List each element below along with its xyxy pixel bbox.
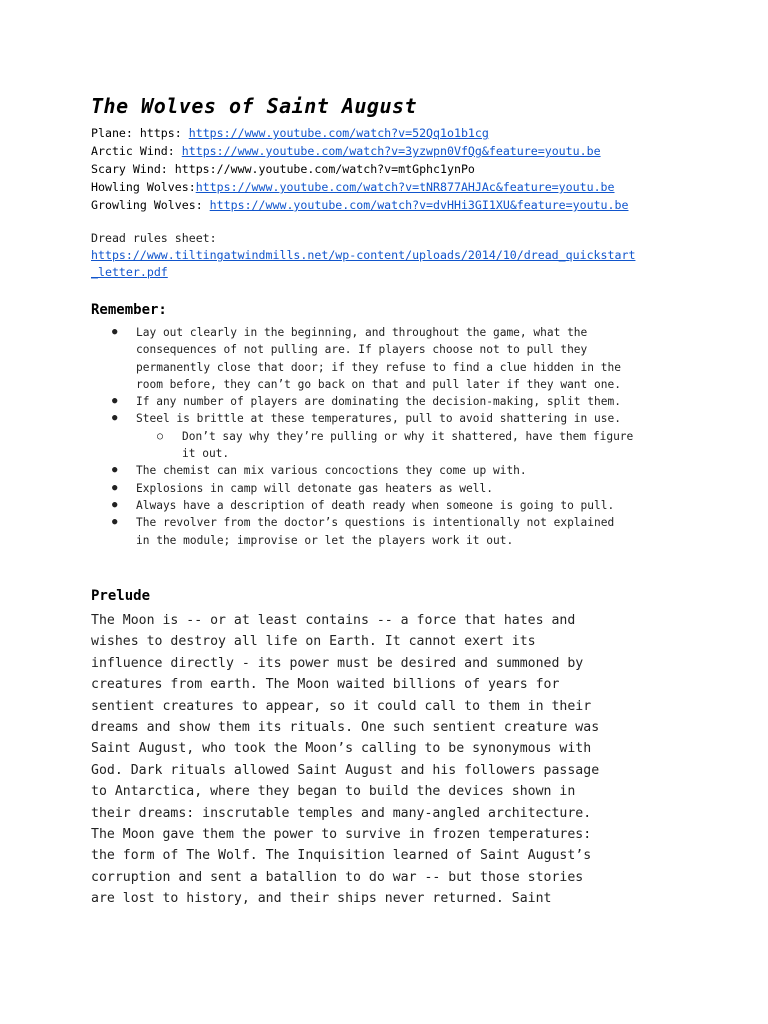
dread-url-line: [91, 247, 635, 264]
dread-url-part2[interactable]: _letter.pdf: [91, 265, 168, 279]
bullet-item: [91, 480, 691, 497]
bullet-item: [91, 393, 691, 410]
bullet-line: ● The revolver from the doctor’s questions is intentionally not explained: [136, 516, 615, 530]
dread-rules-block: [91, 230, 635, 281]
link-label: Growling Wolves:: [91, 198, 210, 212]
link-url[interactable]: https://www.youtube.com/watch?v=52Qq1o1b1cg: [188, 126, 489, 140]
bullet-item: [91, 497, 691, 514]
document-title: The Wolves of Saint August: [91, 94, 418, 118]
prelude-line: their dreams: inscrutable temples and many-angled architecture.: [91, 805, 592, 821]
prelude-line: Saint August, who took the Moon’s calling to be synonymous with: [91, 741, 592, 757]
bullet-line: in the module; improvise or let the players work it out.: [136, 533, 514, 547]
bullet-line: ● Steel is brittle at these temperatures, pull to avoid shattering in use.: [136, 412, 621, 426]
prelude-line: are lost to history, and their ships never returned. Saint: [91, 891, 552, 907]
dread-url-part1[interactable]: https://www.tiltingatwindmills.net/wp-content/uploads/2014/10/dread_quickstart: [91, 248, 636, 262]
dread-label: Dread rules sheet:: [91, 231, 217, 245]
link-label: Plane: https:: [91, 126, 189, 140]
bullet-line: room before, they can’t go back on that and pull later if they want one.: [136, 377, 621, 391]
prelude-body: [91, 610, 691, 910]
bullet-line: consequences of not pulling are. If players choose not to pull they: [136, 343, 588, 357]
bullet-line: ● The chemist can mix various concoctions they come up with.: [136, 464, 527, 478]
bullet-item: [91, 324, 691, 393]
link-label: Arctic Wind:: [91, 144, 182, 158]
link-line-howling-wolves: [91, 178, 628, 196]
prelude-line: God. Dark rituals allowed Saint August and his followers passage: [91, 762, 600, 778]
bullet-item: [91, 514, 691, 549]
bullet-line: it out.: [182, 447, 230, 461]
prelude-line: corruption and sent a batallion to do war -- but those stories: [91, 869, 584, 885]
link-url[interactable]: https://www.youtube.com/watch?v=tNR877AHJAc&feature=youtu.be: [195, 180, 615, 194]
prelude-line: influence directly - its power must be desired and summoned by: [91, 655, 584, 671]
bullet-line: ● Always have a description of death ready when someone is going to pull.: [136, 498, 615, 512]
link-label: Howling Wolves:: [91, 180, 196, 194]
link-line-plane: [91, 124, 628, 142]
link-url[interactable]: https://www.youtube.com/watch?v=3yzwpn0VfQg&feature=youtu.be: [181, 144, 601, 158]
prelude-heading: Prelude: [91, 588, 151, 604]
prelude-line: The Moon gave them the power to survive in frozen temperatures:: [91, 827, 592, 843]
sub-bullet-item: [91, 428, 691, 463]
prelude-line: to Antarctica, where they began to build the devices shown in: [91, 784, 576, 800]
prelude-line: the form of The Wolf. The Inquisition learned of Saint August’s: [91, 848, 592, 864]
remember-list: [91, 324, 691, 549]
dread-url-line: [91, 264, 635, 281]
remember-heading: Remember:: [91, 302, 167, 318]
bullet-item: [91, 462, 691, 479]
link-url[interactable]: https://www.youtube.com/watch?v=dvHHi3GI1XU&feature=youtu.be: [209, 198, 629, 212]
bullet-line: permanently close that door; if they refuse to find a clue hidden in the: [136, 360, 621, 374]
link-url-plain: https://www.youtube.com/watch?v=mtGphc1ynPo: [174, 162, 475, 176]
audio-links-list: [91, 124, 628, 214]
link-line-growling-wolves: [91, 196, 628, 214]
bullet-item: [91, 410, 691, 427]
bullet-line: ● Explosions in camp will detonate gas heaters as well.: [136, 481, 493, 495]
link-label: Scary Wind:: [91, 162, 175, 176]
bullet-line: ● If any number of players are dominating the decision-making, split them.: [136, 395, 621, 409]
prelude-line: wishes to destroy all life on Earth. It cannot exert its: [91, 634, 536, 650]
prelude-line: sentient creatures to appear, so it could call to them in their: [91, 698, 592, 714]
prelude-line: creatures from earth. The Moon waited billions of years for: [91, 677, 560, 693]
link-line-arctic-wind: [91, 142, 628, 160]
link-line-scary-wind: [91, 160, 628, 178]
prelude-line: The Moon is -- or at least contains -- a force that hates and: [91, 613, 576, 628]
bullet-line: ● Lay out clearly in the beginning, and throughout the game, what the: [136, 326, 588, 339]
bullet-line: ○ Don’t say why they’re pulling or why it shattered, have them figure: [182, 429, 634, 443]
prelude-line: dreams and show them its rituals. One such sentient creature was: [91, 720, 600, 736]
